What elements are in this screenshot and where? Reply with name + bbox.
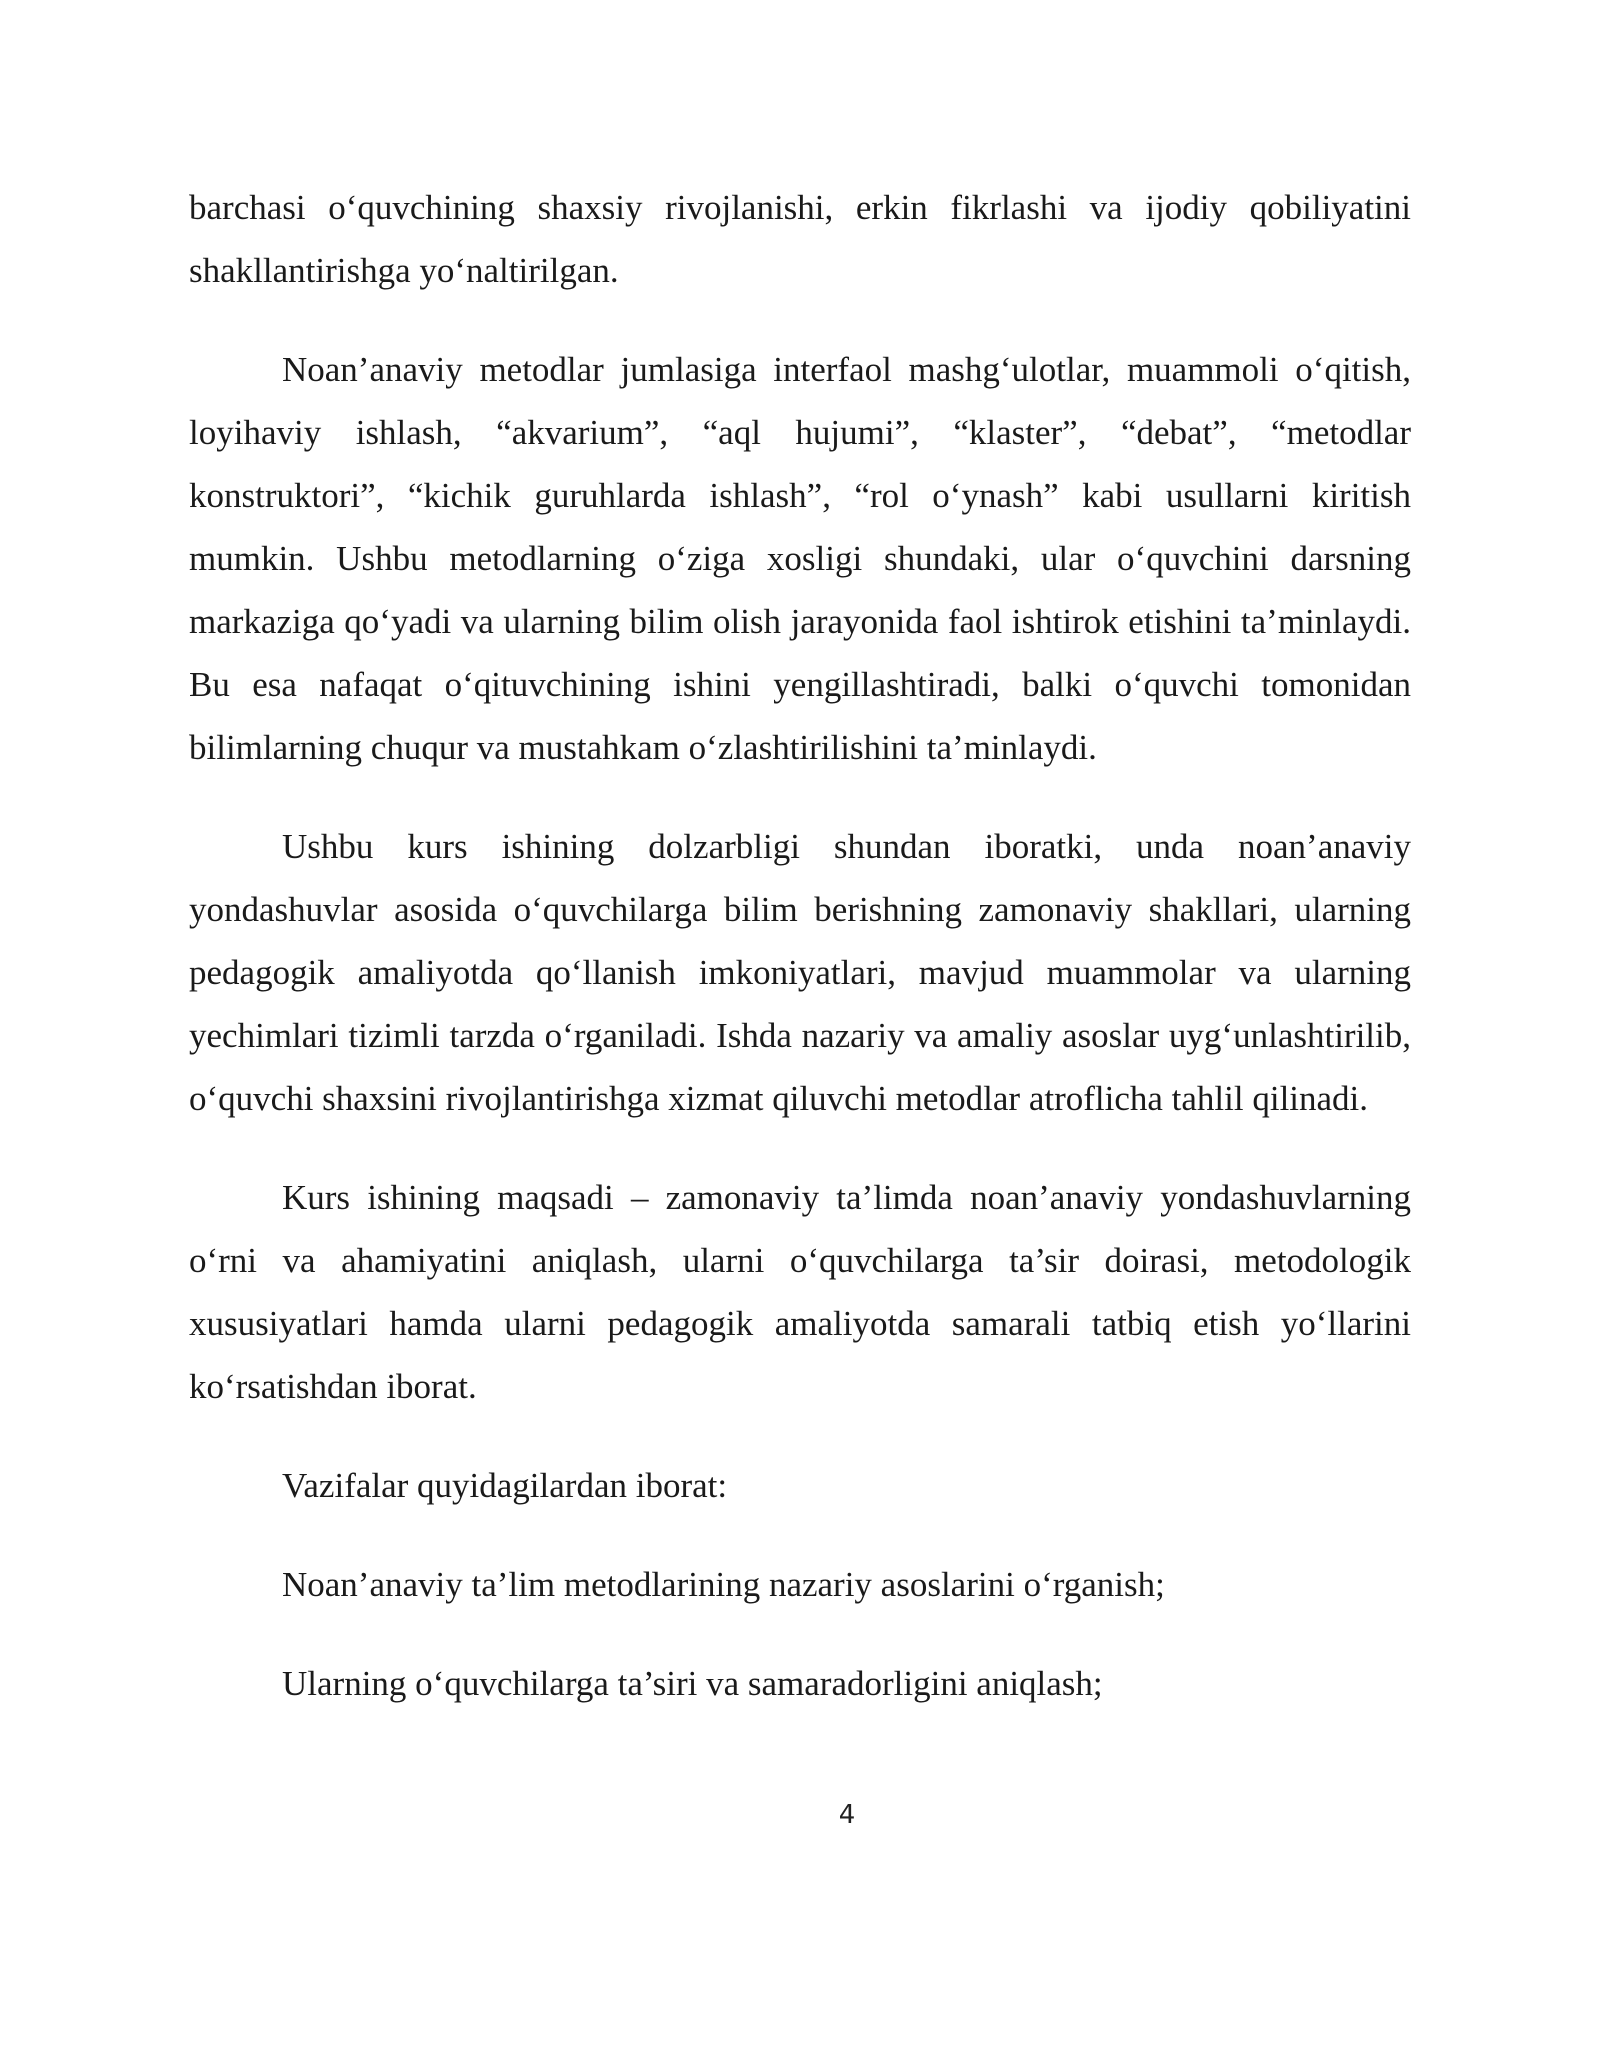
paragraph-3: Ushbu kurs ishining dolzarbligi shundan iboratki, unda noan’anaviy yondashuvlar asosida o‘quvchilarga bilim berishning zamonaviy shakllari, ularning pedagogik amaliyotda qo‘llanish imkoniyatlari, mavjud muammolar va ularning yechimlari tizimli tarzda o‘rganiladi. Ishda nazariy va amaliy asoslar uyg‘unlashtirilib, o‘quvchi shaxsini rivojlantirishga xizmat qiluvchi metodlar atroflicha tahlil qilinadi. [189,827,1411,1118]
page-number: 4 [838,1800,856,1830]
paragraph-1: barchasi o‘quvchining shaxsiy rivojlanishi, erkin fikrlashi va ijodiy qobiliyatini shakllantirishga yo‘naltirilgan. [189,188,1411,290]
paragraph-5: Vazifalar quyidagilardan iborat: [282,1466,728,1505]
paragraph-7: Ularning o‘quvchilarga ta’siri va samaradorligini aniqlash; [282,1664,1103,1703]
paragraph-2: Noan’anaviy metodlar jumlasiga interfaol mashg‘ulotlar, muammoli o‘qitish, loyihaviy ishlash, “akvarium”, “aql hujumi”, “klaster”, “debat”, “metodlar konstruktori”, “kichik guruhlarda ishlash”, “rol o‘ynash” kabi usullarni kiritish mumkin. Ushbu metodlarning o‘ziga xosligi shundaki, ular o‘quvchini darsning markaziga qo‘yadi va ularning bilim olish jarayonida faol ishtirok etishini ta’minlaydi. Bu esa nafaqat o‘qituvchining ishini yengillashtiradi, balki o‘quvchi tomonidan bilimlarning chuqur va mustahkam o‘zlashtirilishini ta’minlaydi. [189,350,1411,767]
body-text [189,176,1411,1751]
paragraph-4: Kurs ishining maqsadi – zamonaviy ta’limda noan’anaviy yondashuvlarning o‘rni va ahamiyatini aniqlash, ularni o‘quvchilarga ta’sir doirasi, metodologik xususiyatlari hamda ularni pedagogik amaliyotda samarali tatbiq etish yo‘llarini ko‘rsatishdan iborat. [189,1178,1411,1406]
paragraph-6: Noan’anaviy ta’lim metodlarining nazariy asoslarini o‘rganish; [282,1565,1165,1604]
